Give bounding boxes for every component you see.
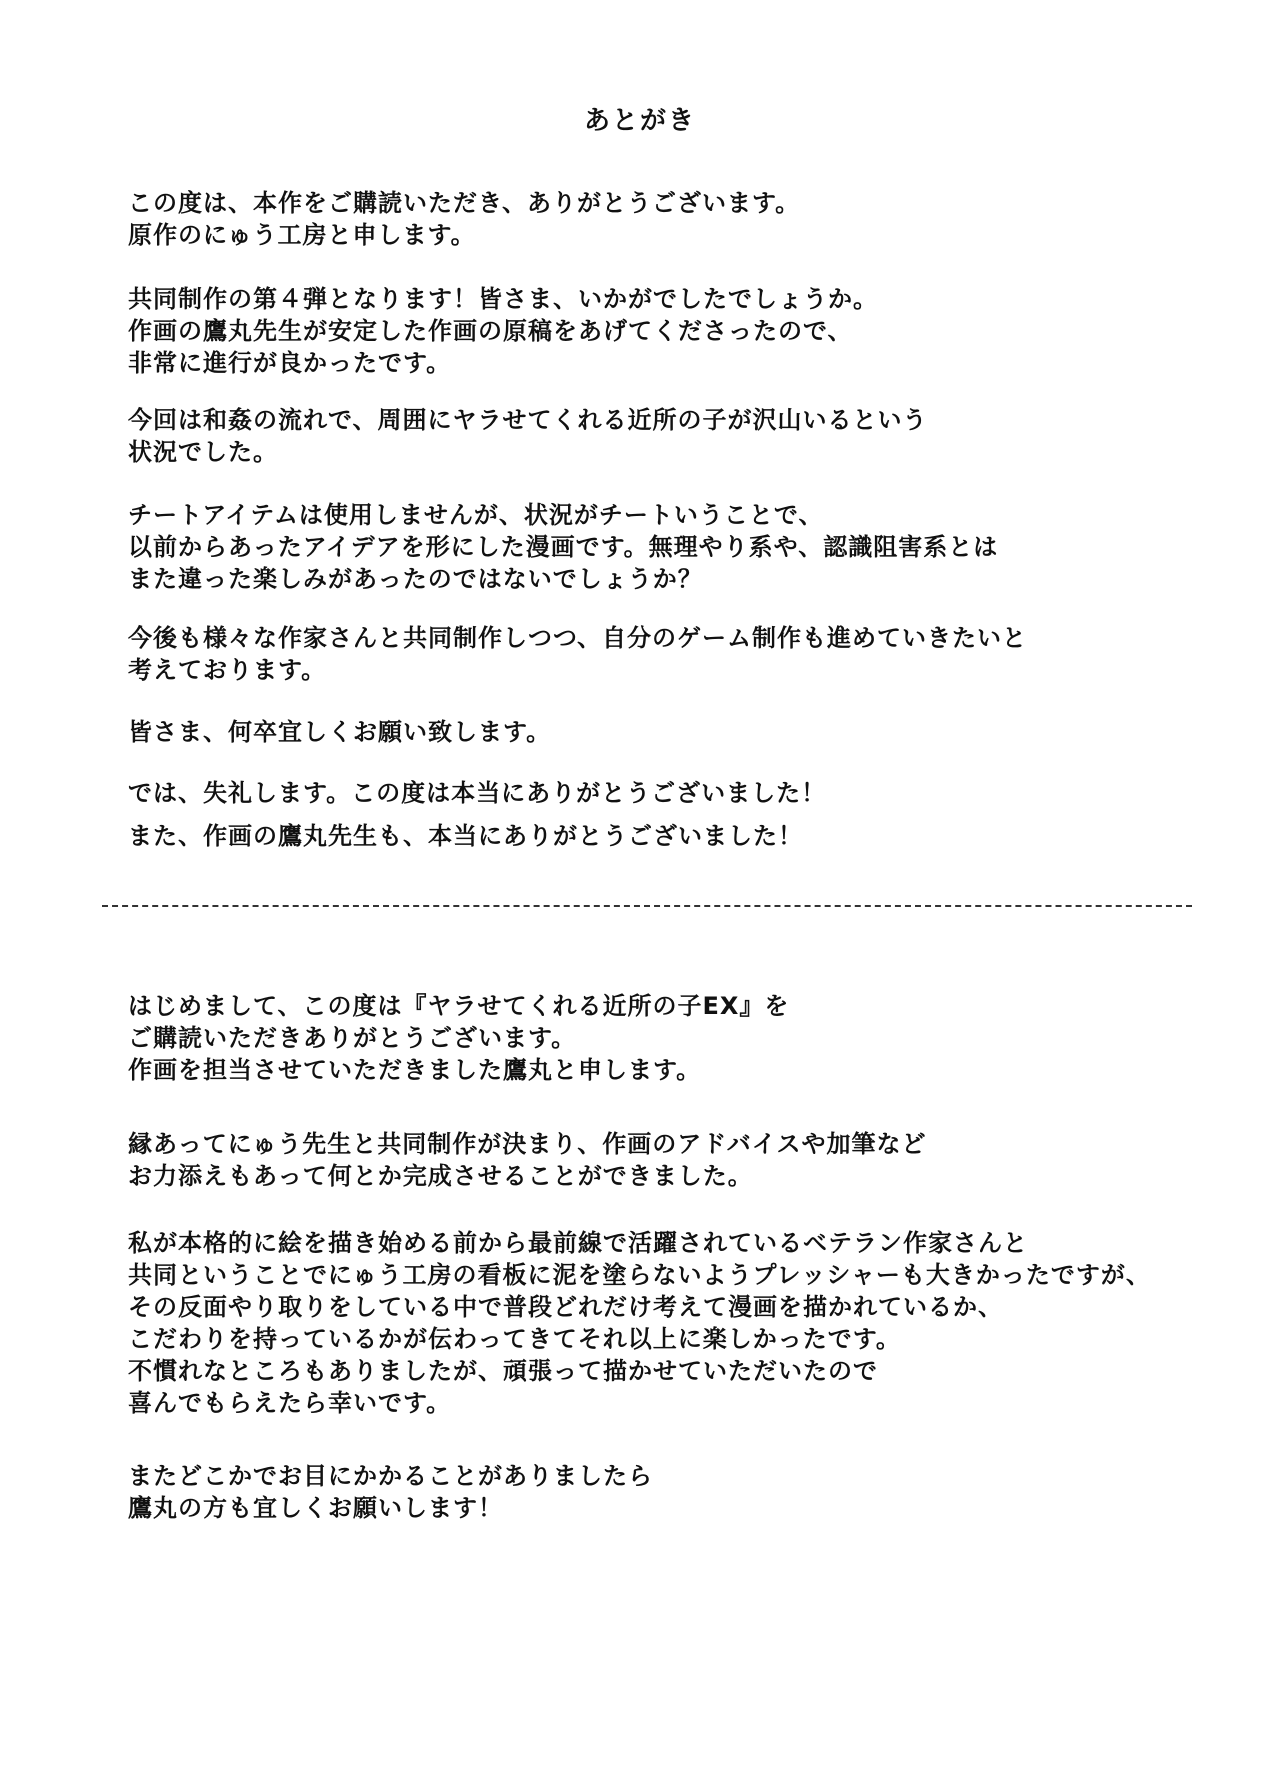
- text-line: 不慣れなところもありましたが、頑張って描かせていただいたので: [128, 1357, 878, 1385]
- section-divider: [102, 905, 1192, 907]
- text-line: では、失礼します。この度は本当にありがとうございました！: [128, 779, 827, 807]
- text-line: ご購読いただきありがとうございます。: [128, 1024, 577, 1052]
- text-line: 縁あってにゅう先生と共同制作が決まり、作画のアドバイスや加筆など: [128, 1130, 927, 1158]
- text-line: また、作画の鷹丸先生も、本当にありがとうございました！: [128, 822, 803, 850]
- paragraph: [128, 1460, 1208, 1524]
- text-line: 作画の鷹丸先生が安定した作画の原稿をあげてくださったので、: [128, 317, 853, 345]
- text-line: こだわりを持っているかが伝わってきてそれ以上に楽しかったです。: [128, 1325, 901, 1353]
- paragraph: [128, 622, 1208, 686]
- paragraph: [128, 1227, 1208, 1419]
- text-line: 私が本格的に絵を描き始める前から最前線で活躍されているベテラン作家さんと: [128, 1229, 1028, 1257]
- text-line: お力添えもあって何とか完成させることができました。: [128, 1162, 753, 1190]
- text-line: 共同制作の第４弾となります！皆さま、いかがでしたでしょうか。: [128, 285, 878, 313]
- text-line: 喜んでもらえたら幸いです。: [128, 1389, 452, 1417]
- paragraph: [128, 499, 1208, 595]
- paragraph: [128, 777, 1208, 809]
- text-line: チートアイテムは使用しませんが、状況がチートいうことで、: [128, 501, 824, 529]
- text-line: 今回は和姦の流れで、周囲にヤラせてくれる近所の子が沢山いるという: [128, 406, 928, 434]
- text-line: 今後も様々な作家さんと共同制作しつつ、自分のゲーム制作も進めていきたいと: [128, 624, 1028, 652]
- paragraph: [128, 820, 1208, 852]
- paragraph: [128, 187, 1208, 251]
- text-line: また違った楽しみがあったのではないでしょうか？: [128, 565, 703, 593]
- paragraph: [128, 283, 1208, 379]
- text-line: 原作のにゅう工房と申します。: [128, 221, 476, 249]
- text-line: またどこかでお目にかかることがありましたら: [128, 1462, 653, 1490]
- paragraph: [128, 1128, 1208, 1192]
- text-line: この度は、本作をご購読いただき、ありがとうございます。: [128, 189, 801, 217]
- text-line: はじめまして、この度は『ヤラせてくれる近所の子EX』を: [128, 992, 790, 1020]
- text-line: 以前からあったアイデアを形にした漫画です。無理やり系や、認識阻害系とは: [128, 533, 999, 561]
- text-line: 作画を担当させていただきました鷹丸と申します。: [128, 1056, 702, 1084]
- text-line: 非常に進行が良かったです。: [128, 349, 452, 377]
- text-line: 共同ということでにゅう工房の看板に泥を塗らないようプレッシャーも大きかったですが、: [128, 1261, 1151, 1289]
- text-line: 鷹丸の方も宜しくお願いします！: [128, 1494, 503, 1522]
- paragraph: [128, 404, 1208, 468]
- page-title: あとがき: [583, 106, 696, 136]
- paragraph: [128, 990, 1208, 1086]
- paragraph: [128, 716, 1208, 748]
- text-line: 考えております。: [128, 656, 327, 684]
- text-line: その反面やり取りをしている中で普段どれだけ考えて漫画を描かれているか、: [128, 1293, 1003, 1321]
- text-line: 皆さま、何卒宜しくお願い致します。: [128, 718, 552, 746]
- text-line: 状況でした。: [128, 438, 278, 466]
